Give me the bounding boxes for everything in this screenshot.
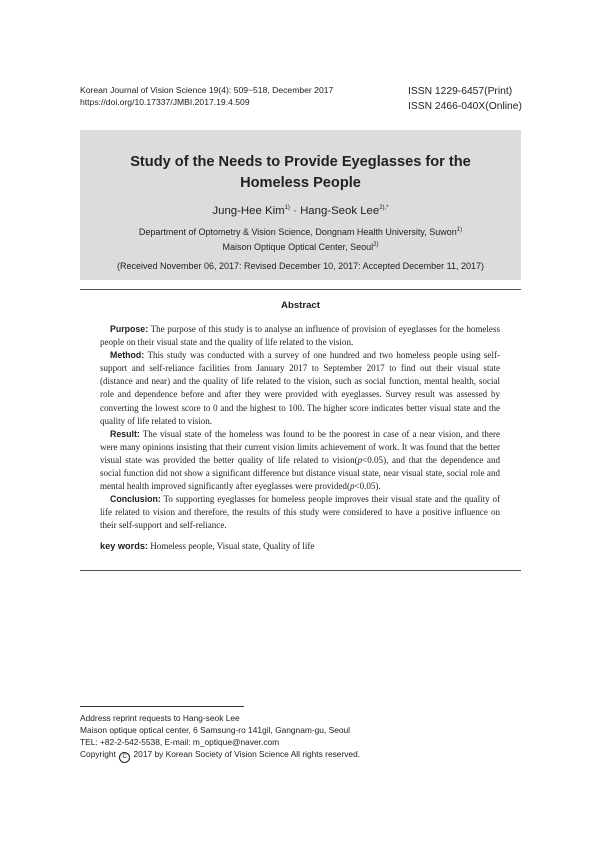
doi-link[interactable]: https://doi.org/10.17337/JMBI.2017.19.4.509 — [80, 97, 250, 107]
p-value-symbol: p — [357, 454, 363, 465]
affiliation-2-mark: 2) — [373, 242, 379, 248]
abstract-conclusion — [100, 493, 500, 532]
contact-info: TEL: +82-2-542-5538, E-mail: m_optique@naver.com — [80, 737, 280, 747]
author-2-affiliation-mark: 2),* — [379, 205, 389, 212]
title-block — [80, 130, 521, 280]
copyright-icon: C — [119, 752, 130, 763]
method-text: This study was conducted with a survey of one hundred and two homeless people using self-support and self-reliance facilities from January 2017 to September 2017 to find out their visual state (distance and near) and the quality of life related to the vision, such as social function, mental health, social role and dependence before and after they were provided with eyeglasses. Survey result was assessed by converting the lowest score to 0 and the highest to 100. The higher score indicates better visual state and the quality of life related to vision. — [100, 350, 500, 426]
abstract-top-rule — [80, 289, 521, 290]
journal-citation — [80, 84, 333, 108]
author-1: Jung-Hee Kim — [212, 205, 285, 217]
journal-info: Korean Journal of Vision Science 19(4): 509~518, December 2017 — [80, 85, 334, 95]
purpose-text: The purpose of this study is to analyse an influence of provision of eyeglasses for the homeless people on their visual state and the quality of life related to the vision. — [100, 324, 500, 348]
p-value-symbol: p — [349, 481, 355, 492]
author-1-affiliation-mark: 1) — [284, 205, 290, 212]
result-text-1: The visual state of the homeless was found to be the poorest in case of a near vision, and there were many opinions insisting that their current vision limits achievement of work. It was found that the better visual state was provided the better quality of life related to vision( — [100, 428, 500, 465]
keywords-label: key words: — [100, 540, 148, 551]
issn-print: ISSN 1229-6457(Print) — [408, 86, 513, 97]
received-dates: (Received November 06, 2017: Revised December 10, 2017: Accepted December 11, 2017) — [116, 261, 485, 271]
abstract-method — [100, 349, 500, 428]
issn-online: ISSN 2466-040X(Online) — [408, 101, 522, 112]
abstract-body — [100, 323, 500, 553]
abstract-bottom-rule — [80, 570, 521, 571]
affiliation-1 — [80, 227, 521, 237]
abstract-purpose — [100, 323, 500, 349]
copyright-prefix: Copyright — [80, 749, 116, 759]
method-label: Method: — [110, 350, 145, 361]
paper-title — [80, 152, 521, 194]
result-text-3: <0.05). — [354, 481, 381, 492]
affiliation-1-text: Department of Optometry & Vision Science, Dongnam Health University, Suwon — [138, 227, 457, 237]
copyright-text: 2017 by Korean Society of Vision Science All rights reserved. — [131, 749, 361, 759]
abstract-heading: Abstract — [281, 300, 320, 311]
keywords — [100, 540, 500, 553]
title-line-2: Homeless People — [240, 175, 361, 191]
issn-block — [408, 84, 522, 114]
conclusion-text: To supporting eyeglasses for homeless people improves their visual state and the quality of life related to vision and therefore, the results of this study were considered to have a positive influence on their self-support and self-reliance. — [100, 494, 500, 531]
author-separator: · — [289, 205, 301, 217]
result-text-2: <0.05), and that the dependence and social function did not show a significant difference but distance visual state, near visual state, social role and mental health improved significantly after eyeglasses were provided( — [100, 454, 500, 492]
affiliation-1-mark: 1) — [456, 227, 463, 233]
footnote — [80, 712, 360, 763]
purpose-label: Purpose: — [110, 324, 149, 334]
keywords-text: Homeless people, Visual state, Quality of life — [148, 540, 315, 551]
result-label: Result: — [110, 428, 140, 439]
reprint-request: Address reprint requests to Hang-seok Lee — [80, 713, 240, 723]
affiliation-2-text: Maison Optique Optical Center, Seoul — [222, 242, 374, 252]
abstract-result — [100, 428, 500, 493]
title-line-1: Study of the Needs to Provide Eyeglasses for the — [130, 154, 471, 170]
corresponding-address: Maison optique optical center, 6 Samsung-ro 141gil, Gangnam-gu, Seoul — [80, 725, 351, 735]
author-2: Hang-Seok Lee — [300, 205, 380, 217]
copyright-notice — [80, 748, 360, 763]
conclusion-label: Conclusion: — [110, 494, 161, 505]
footnote-rule — [80, 706, 244, 707]
affiliation-2 — [80, 242, 521, 252]
author-list — [80, 205, 521, 217]
